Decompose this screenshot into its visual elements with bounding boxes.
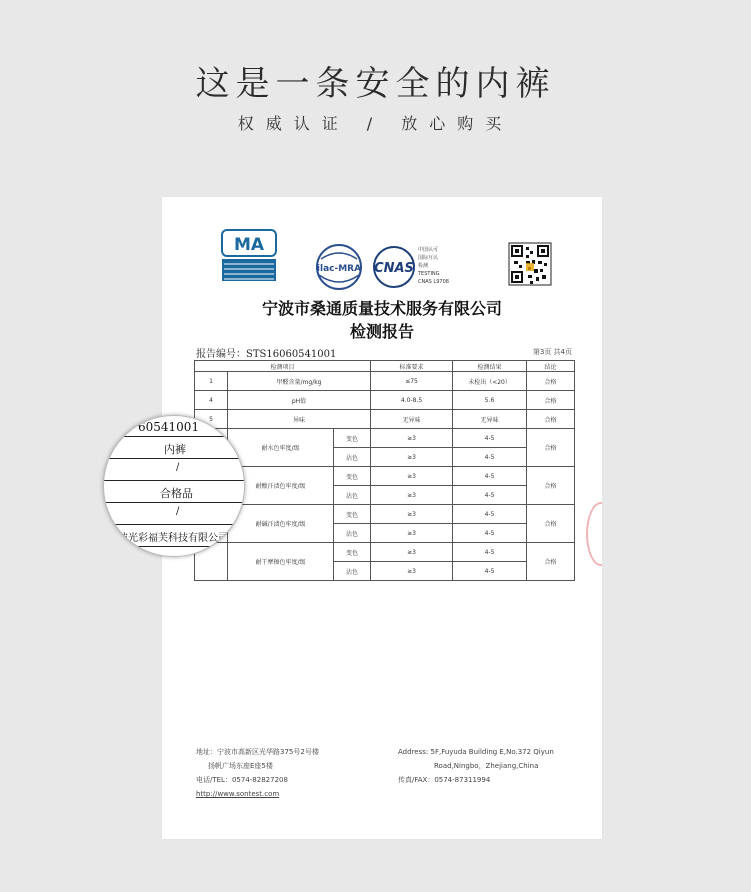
cnas-side-5: CNAS L9708 [418,279,449,285]
table-cell: 变色 [334,505,371,524]
table-cell: 4-5 [453,524,527,543]
test-results-table [194,360,575,581]
cnas-logo-text: CNAS [374,261,414,276]
magnifier-zoom [103,415,245,557]
magnifier-manufacturer: 宁波光彩福芙科技有限公司 [108,533,228,544]
table-cell: 耐酸汗渍色牢度/级 [228,467,334,505]
footer-address-en-label: Address: [398,748,429,756]
report-number-label: 报告编号： [196,349,246,360]
banner-headline: 这是一条安全的内裤 [195,64,556,104]
table-cell: 甲醛含量/mg/kg [228,372,371,391]
table-header: 检测结果 [453,361,527,372]
table-cell: ≥3 [371,486,453,505]
footer-address-cn: 地址：宁波市高新区光华路375号2号楼 [196,748,319,756]
cnas-side-1: 中国认可 [418,247,439,253]
magnifier-report-number: 60541001 [138,420,200,434]
table-row [195,391,575,410]
red-stamp-mark [586,502,602,566]
certification-logos [162,197,602,297]
cnas-side-3: 检测 [418,263,429,269]
banner-subline: 权威认证 / 放心购买 [237,114,514,133]
table-cell: 合格 [527,372,575,391]
cma-logo-text: MA [233,235,265,255]
table-cell: 4-5 [453,505,527,524]
cnas-side-2: 国际互认 [418,255,439,261]
table-row [195,543,575,562]
ilac-mra-logo [317,245,361,289]
footer-fax: 传真/FAX：0574-87311994 [398,776,491,784]
table-cell: ≥3 [371,543,453,562]
table-cell: ≥3 [371,467,453,486]
table-header: 检测项目 [195,361,371,372]
footer-address-en: 5F,Fuyuda Building E,No.372 Qiyun [430,748,554,756]
table-cell: 5 [195,410,228,429]
table-cell: 沾色 [334,524,371,543]
table-cell: 无异味 [453,410,527,429]
table-row [195,410,575,429]
table-cell: 耐干摩擦色牢度/级 [228,543,334,581]
table-cell: 合格 [527,505,575,543]
table-cell: 5.6 [453,391,527,410]
magnifier-slash-2: / [176,506,180,517]
table-row [195,372,575,391]
magnifier-grade: 合格品 [160,487,193,500]
table-cell: 4-5 [453,486,527,505]
table-cell: ≤75 [371,372,453,391]
table-cell: pH值 [228,391,371,410]
page-indicator: 第3页 共4页 [532,348,572,356]
table-row [195,429,575,448]
company-name: 宁波市桑通质量技术服务有限公司 [261,299,502,318]
ilac-logo-text: ilac-MRA [316,264,362,274]
table-cell: 无异味 [371,410,453,429]
table-cell: 4 [195,391,228,410]
table-cell: 耐水色牢度/级 [228,429,334,467]
footer-english [398,745,554,787]
table-cell: 变色 [334,467,371,486]
table-cell: 合格 [527,543,575,581]
table-cell: 合格 [527,410,575,429]
table-cell: 4.0-8.5 [371,391,453,410]
table-cell: 未检出（<20） [453,372,527,391]
table-row [195,467,575,486]
footer-address-cn-2: 扬帆广场东座E座5楼 [208,762,273,770]
magnifier-slash-1: / [176,462,180,473]
report-number-value: STS16060541001 [246,349,337,360]
table-cell: ≥3 [371,524,453,543]
qr-code-icon [509,243,551,285]
cnas-side-4: TESTING [418,271,440,277]
footer-website[interactable]: http://www.sontest.com [196,790,280,798]
table-cell: 合格 [527,391,575,410]
table-cell: 沾色 [334,562,371,581]
table-cell: 异味 [228,410,371,429]
table-cell: ≥3 [371,505,453,524]
table-cell: 4-5 [453,429,527,448]
cnas-logo [374,246,449,287]
table-row [195,505,575,524]
table-cell: 沾色 [334,448,371,467]
table-cell: 4-5 [453,448,527,467]
footer-address-en-2: Road,Ningbo，Zhejiang,China [434,762,539,770]
report-number [196,345,336,360]
report-title: 检测报告 [349,322,414,341]
table-cell: 合格 [527,429,575,467]
table-header-row [195,361,575,372]
table-cell: 耐碱汗渍色牢度/级 [228,505,334,543]
table-header: 标准要求 [371,361,453,372]
footer-phone: 电话/TEL：0574-82827208 [196,776,288,784]
magnifier-product: 内裤 [164,443,186,456]
table-cell: ≥3 [371,448,453,467]
cma-logo [222,230,276,281]
table-cell: 变色 [334,429,371,448]
table-cell: 1 [195,372,228,391]
table-header: 结论 [527,361,575,372]
table-cell: 4-5 [453,562,527,581]
footer-chinese [196,745,319,801]
table-cell: 4-5 [453,543,527,562]
table-cell: 4-5 [453,467,527,486]
table-cell: 变色 [334,543,371,562]
table-cell: ≥3 [371,429,453,448]
table-cell: 合格 [527,467,575,505]
table-cell: ≥3 [371,562,453,581]
table-cell: 沾色 [334,486,371,505]
